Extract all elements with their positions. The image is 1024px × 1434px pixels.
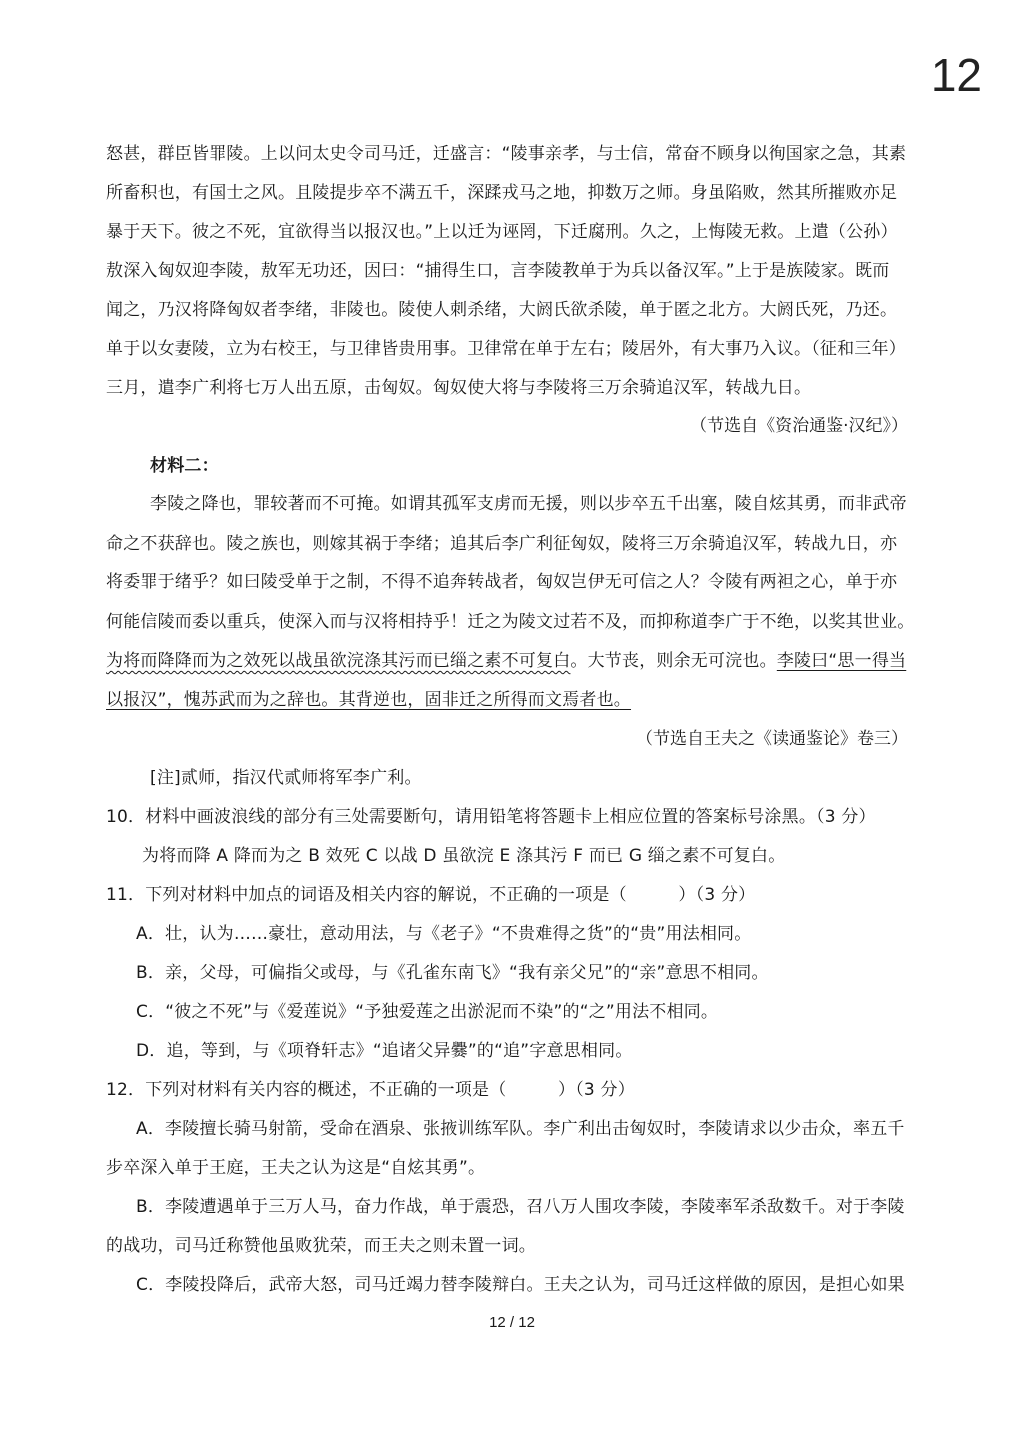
- page-footer: 12 / 12: [489, 1314, 535, 1331]
- material2-line: 李陵之降也，罪较著而不可掩。如谓其孤军支虏而无援，则以步卒五千出塞，陵自炫其勇，而非武帝: [150, 494, 907, 514]
- option-12-b: B．李陵遭遇单于三万人马，奋力作战，单于震恐，召八万人围攻李陵，李陵率军杀敌数千。对于李陵: [136, 1197, 905, 1217]
- option-12-b-cont: 的战功，司马迁称赞他虽败犹荣，而王夫之则未置一词。: [106, 1236, 536, 1256]
- material1-line: 三月，遣李广利将七万人出五原，击匈奴。匈奴使大将与李陵将三万余骑追汉军，转战九日。: [106, 378, 812, 398]
- option-11-a: A．壮，认为……豪壮，意动用法，与《老子》“不贵难得之货”的“贵”用法相同。: [136, 924, 752, 944]
- page-corner-number: 12: [930, 49, 982, 101]
- material2-line: 将委罪于绪乎？如曰陵受单于之制，不得不追奔转战者，匈奴岂伊无可信之人？令陵有两袒之心，单于亦: [106, 572, 898, 592]
- underlined-passage: 李陵曰“思一得当: [776, 651, 907, 671]
- question-10: 10．材料中画波浪线的部分有三处需要断句，请用铅笔将答题卡上相应位置的答案标号涂黑。（3 分）: [106, 807, 876, 827]
- question-10-text: 为将而降 A 降而为之 B 效死 C 以战 D 虽欲浣 E 涤其污 F 而已 G 缁之素不可复白。: [142, 846, 786, 866]
- option-11-d: D．追，等到，与《项脊轩志》“追诸父异爨”的“追”字意思相同。: [136, 1041, 633, 1061]
- material2-line-5: [106, 649, 906, 673]
- material2-line: 命之不获辞也。陵之族也，则嫁其祸于李绪；追其后李广利征匈奴，陵将三万余骑追汉军，转战九日，亦: [106, 534, 898, 554]
- underlined-passage: 以报汉”，愧苏武而为之辞也。其背逆也，固非迁之所得而文焉者也。: [106, 690, 632, 710]
- material2-source: （节选自王夫之《读通鉴论》卷三）: [636, 729, 908, 749]
- material1-line: 暴于天下。彼之不死，宜欲得当以报汉也。”上以迁为诬罔，下迁腐刑。久之，上悔陵无救。上遣（公孙）: [106, 222, 898, 242]
- option-12-c: C．李陵投降后，武帝大怒，司马迁竭力替李陵辩白。王夫之认为，司马迁这样做的原因，是担心如果: [136, 1275, 905, 1295]
- material2-line-6: [106, 688, 631, 712]
- material1-line: 怒甚，群臣皆罪陵。上以问太史令司马迁，迁盛言：“陵事亲孝，与士信，常奋不顾身以徇国家之急，其素: [106, 144, 907, 164]
- plain-text: 。大节丧，则余无可浣也。: [570, 651, 777, 671]
- material1-line: 单于以女妻陵，立为右校王，与卫律皆贵用事。卫律常在单于左右；陵居外，有大事乃入议。（征和三年）: [106, 339, 906, 359]
- material1-line: 所畜积也，有国士之风。且陵提步卒不满五千，深蹂戎马之地，抑数万之师。身虽陷败，然其所摧败亦足: [106, 183, 898, 203]
- option-12-a-cont: 步卒深入单于王庭，王夫之认为这是“自炫其勇”。: [106, 1158, 486, 1178]
- material1-line: 闻之，乃汉将降匈奴者李绪，非陵也。陵使人刺杀绪，大阏氏欲杀陵，单于匿之北方。大阏氏死，乃还。: [106, 300, 898, 320]
- wavy-underlined-passage: 为将而降降而为之效死以战虽欲浣涤其污而已缁之素不可复白: [106, 651, 571, 671]
- question-12: 12．下列对材料有关内容的概述，不正确的一项是（ ）（3 分）: [106, 1080, 635, 1100]
- option-11-b: B．亲，父母，可偏指父或母，与《孔雀东南飞》“我有亲父兄”的“亲”意思不相同。: [136, 963, 769, 983]
- question-11: 11．下列对材料中加点的词语及相关内容的解说，不正确的一项是（ ）（3 分）: [106, 885, 756, 905]
- annotation-note: [注]贰师，指汉代贰师将军李广利。: [150, 768, 422, 788]
- material2-heading: 材料二：: [150, 456, 219, 476]
- material1-line: 敖深入匈奴迎李陵，敖军无功还，因曰：“捕得生口，言李陵教单于为兵以备汉军。”上于是族陵家。既而: [106, 261, 890, 281]
- material1-source: （节选自《资治通鉴·汉纪》）: [690, 416, 908, 436]
- option-12-a: A．李陵擅长骑马射箭，受命在酒泉、张掖训练军队。李广利出击匈奴时，李陵请求以少击众，率五千: [136, 1119, 905, 1139]
- material2-line: 何能信陵而委以重兵，使深入而与汉将相持乎！迁之为陵文过若不及，而抑称道李广于不绝，以奖其世业。: [106, 612, 915, 632]
- option-11-c: C．“彼之不死”与《爱莲说》“予独爱莲之出淤泥而不染”的“之”用法不相同。: [136, 1002, 719, 1022]
